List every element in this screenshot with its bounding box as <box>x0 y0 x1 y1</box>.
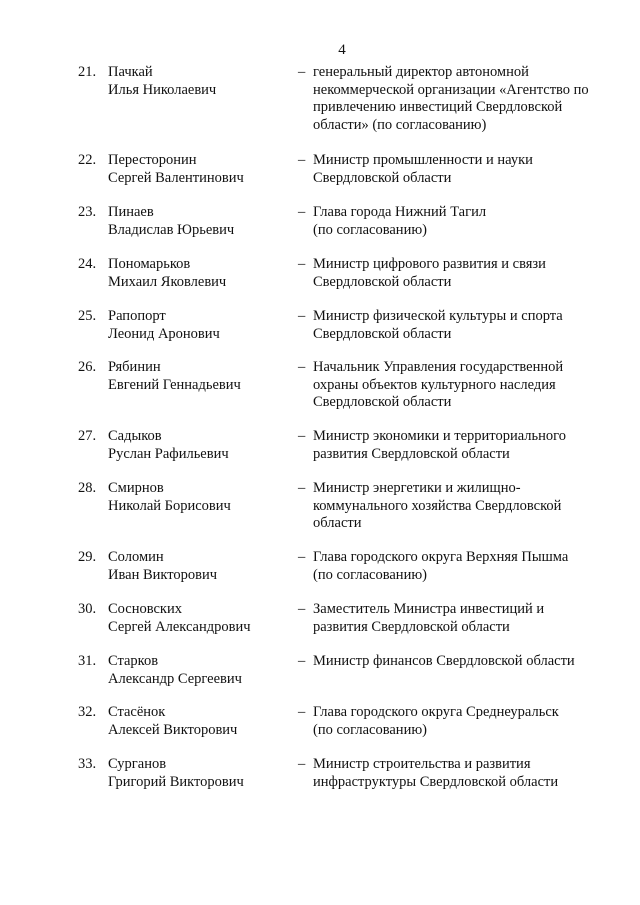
list-item <box>0 359 640 428</box>
role-line: генеральный директор автономной <box>313 64 529 80</box>
list-item <box>0 308 640 359</box>
person-surname: Сосновских <box>108 601 182 617</box>
role-line: Министр физической культуры и спорта <box>313 308 563 324</box>
role-line: Свердловской области <box>313 273 452 290</box>
person-role <box>313 480 603 533</box>
role-line: Министр цифрового развития и связи <box>313 256 546 272</box>
person-role <box>313 601 603 636</box>
person-role <box>313 64 603 134</box>
person-role <box>313 359 603 412</box>
role-line: Глава городского округа Верхняя Пышма <box>313 549 569 565</box>
item-number: 24. <box>78 256 97 272</box>
dash-separator: – <box>298 601 306 617</box>
person-name <box>108 256 293 291</box>
person-name <box>108 601 293 636</box>
role-line: Глава городского округа Среднеуральск <box>313 704 559 720</box>
item-number: 26. <box>78 359 97 375</box>
person-name <box>108 480 293 515</box>
role-line: Министр экономики и территориального <box>313 428 566 444</box>
person-name <box>108 308 293 343</box>
person-given-name: Евгений Геннадьевич <box>108 376 241 393</box>
person-surname: Сурганов <box>108 756 167 772</box>
dash-separator: – <box>298 308 306 324</box>
person-surname: Старков <box>108 653 159 669</box>
person-surname: Стасёнок <box>108 704 166 720</box>
person-given-name: Сергей Валентинович <box>108 169 244 186</box>
person-given-name: Руслан Рафильевич <box>108 445 229 462</box>
item-number: 28. <box>78 480 97 496</box>
person-surname: Рябинин <box>108 359 161 375</box>
item-number: 27. <box>78 428 97 444</box>
role-line: охраны объектов культурного наследия <box>313 376 556 393</box>
item-number: 23. <box>78 204 97 220</box>
person-given-name: Иван Викторович <box>108 566 218 583</box>
person-surname: Пономарьков <box>108 256 191 272</box>
dash-separator: – <box>298 359 306 375</box>
person-role <box>313 308 603 343</box>
person-surname: Смирнов <box>108 480 164 496</box>
role-line: Глава города Нижний Тагил <box>313 204 487 220</box>
person-name <box>108 64 293 99</box>
role-line: развития Свердловской области <box>313 445 510 462</box>
list-item <box>0 428 640 480</box>
item-number: 31. <box>78 653 97 669</box>
person-surname: Пачкай <box>108 64 153 80</box>
person-name <box>108 152 293 187</box>
role-line: Министр энергетики и жилищно- <box>313 480 521 496</box>
list-item <box>0 256 640 308</box>
person-role <box>313 653 603 671</box>
role-line: Министр финансов Свердловской области <box>313 653 575 669</box>
role-line: Заместитель Министра инвестиций и <box>313 601 545 617</box>
person-role <box>313 152 603 187</box>
list-item <box>0 756 640 808</box>
role-line: (по согласованию) <box>313 721 427 738</box>
person-role <box>313 204 603 239</box>
person-given-name: Николай Борисович <box>108 497 231 514</box>
person-given-name: Александр Сергеевич <box>108 670 242 687</box>
member-list <box>0 64 640 808</box>
person-surname: Пересторонин <box>108 152 197 168</box>
list-item <box>0 653 640 704</box>
person-given-name: Владислав Юрьевич <box>108 221 235 238</box>
role-line: Начальник Управления государственной <box>313 359 564 375</box>
dash-separator: – <box>298 256 306 272</box>
dash-separator: – <box>298 704 306 720</box>
list-item <box>0 480 640 549</box>
person-given-name: Алексей Викторович <box>108 721 238 738</box>
person-surname: Пинаев <box>108 204 154 220</box>
role-line: области <box>313 515 362 532</box>
person-given-name: Сергей Александрович <box>108 618 251 635</box>
person-surname: Рапопорт <box>108 308 166 324</box>
person-surname: Садыков <box>108 428 162 444</box>
item-number: 22. <box>78 152 97 168</box>
list-item <box>0 601 640 653</box>
person-role <box>313 704 603 739</box>
person-name <box>108 359 293 394</box>
role-line: (по согласованию) <box>313 566 427 583</box>
person-given-name: Леонид Аронович <box>108 325 220 342</box>
person-name <box>108 428 293 463</box>
role-line: области» (по согласованию) <box>313 116 487 133</box>
role-line: Свердловской области <box>313 394 452 411</box>
role-line: Свердловской области <box>313 169 452 186</box>
person-role <box>313 549 603 584</box>
role-line: развития Свердловской области <box>313 618 510 635</box>
item-number: 32. <box>78 704 97 720</box>
list-item <box>0 64 640 152</box>
page-number: 4 <box>338 42 346 58</box>
dash-separator: – <box>298 204 306 220</box>
item-number: 25. <box>78 308 97 324</box>
dash-separator: – <box>298 756 306 772</box>
role-line: привлечению инвестиций Свердловской <box>313 99 563 116</box>
person-surname: Соломин <box>108 549 164 565</box>
dash-separator: – <box>298 64 306 80</box>
person-name <box>108 653 293 688</box>
item-number: 33. <box>78 756 97 772</box>
list-item <box>0 549 640 601</box>
item-number: 29. <box>78 549 97 565</box>
person-name <box>108 204 293 239</box>
list-item <box>0 204 640 256</box>
dash-separator: – <box>298 480 306 496</box>
person-name <box>108 756 293 791</box>
role-line: (по согласованию) <box>313 221 427 238</box>
role-line: инфраструктуры Свердловской области <box>313 773 559 790</box>
item-number: 30. <box>78 601 97 617</box>
person-name <box>108 549 293 584</box>
person-given-name: Илья Николаевич <box>108 81 217 98</box>
person-role <box>313 756 603 791</box>
role-line: некоммерческой организации «Агентство по <box>313 81 589 98</box>
item-number: 21. <box>78 64 97 80</box>
role-line: Свердловской области <box>313 325 452 342</box>
list-item <box>0 704 640 756</box>
dash-separator: – <box>298 549 306 565</box>
person-given-name: Михаил Яковлевич <box>108 273 227 290</box>
list-item <box>0 152 640 204</box>
role-line: коммунального хозяйства Свердловской <box>313 497 562 514</box>
dash-separator: – <box>298 152 306 168</box>
role-line: Министр промышленности и науки <box>313 152 533 168</box>
dash-separator: – <box>298 653 306 669</box>
dash-separator: – <box>298 428 306 444</box>
role-line: Министр строительства и развития <box>313 756 531 772</box>
person-role <box>313 256 603 291</box>
person-given-name: Григорий Викторович <box>108 773 244 790</box>
person-name <box>108 704 293 739</box>
person-role <box>313 428 603 463</box>
